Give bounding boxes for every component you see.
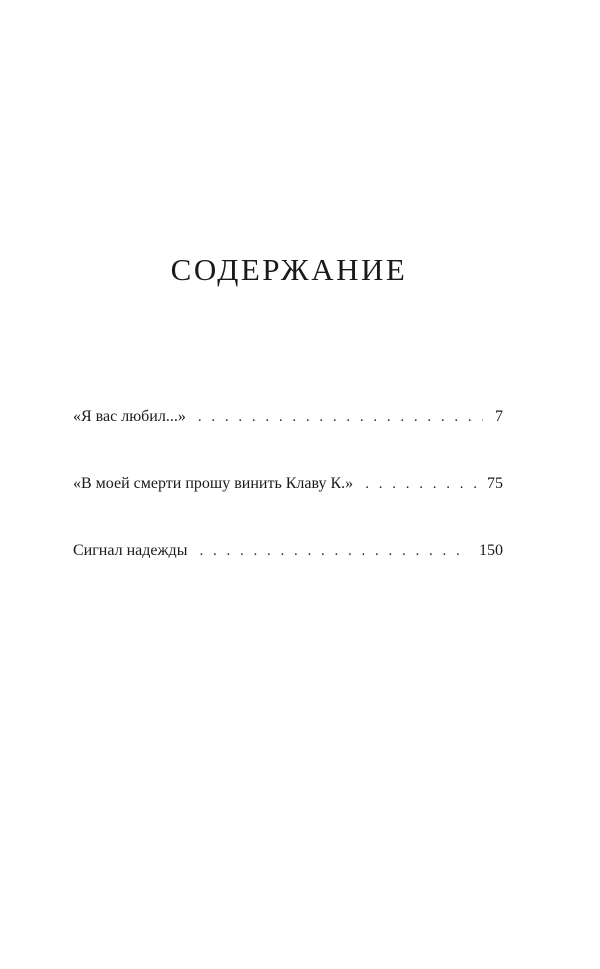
toc-entry-page: 7 — [495, 408, 503, 425]
toc-entry-title: «Я вас любил...» — [73, 408, 186, 425]
toc-entry — [73, 407, 503, 427]
dot-leader — [365, 474, 477, 494]
dot-leader — [199, 541, 469, 561]
dot-leader — [198, 407, 483, 427]
toc-entry-title: «В моей смерти прошу винить Клаву К.» — [73, 475, 354, 492]
toc-entry-title: Сигнал надежды — [73, 542, 188, 559]
toc-entry — [73, 474, 503, 494]
toc-entry — [73, 541, 503, 561]
toc-entry-page: 150 — [479, 542, 503, 559]
toc-entry-page: 75 — [487, 475, 503, 492]
page-title: СОДЕРЖАНИЕ — [170, 252, 408, 287]
